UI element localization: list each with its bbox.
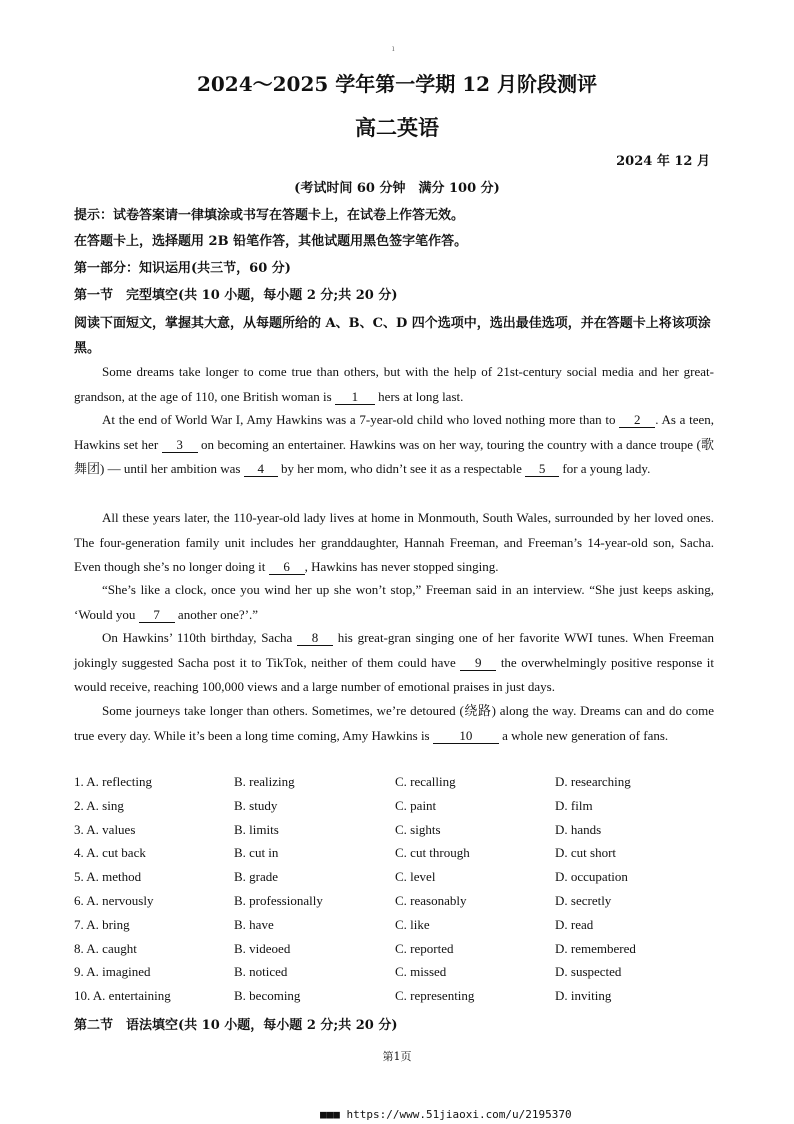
blank-9: 9 <box>460 655 496 671</box>
blank-1: 1 <box>335 389 375 405</box>
option-q8-a: 8. A. caught <box>74 940 137 956</box>
tip-1: 提示：试卷答案请一律填涂或书写在答题卡上，在试卷上作答无效。 <box>74 208 465 223</box>
paragraph-2: At the end of World War I, Amy Hawkins was a 7-year-old child who loved nothing more than to 2 . As a teen, Hawkins set her 3 on becoming an entertainer. Hawkins was on her way, touring the country with a dance troupe (歌舞团) — until her ambition was 4 by her mom, who didn’t see it as a respectable 5 for a young lady. <box>74 412 714 476</box>
option-q4-d: D. cut short <box>555 845 617 861</box>
option-q6-d: D. secretly <box>555 893 612 908</box>
option-q3-d: D. hands <box>555 821 602 837</box>
option-q4-a: 4. A. cut back <box>74 845 146 861</box>
exam-title: 2024～2025 学年第一学期 12 月阶段测评 <box>196 72 598 96</box>
option-q7-c: C. like <box>395 916 430 932</box>
option-q10-c: C. representing <box>395 988 475 1004</box>
exam-date: 2024 年 12 月 <box>616 154 710 169</box>
option-q5-d: D. occupation <box>555 869 628 885</box>
exam-info: (考试时间 60 分钟 满分 100 分) <box>294 181 500 196</box>
option-q1-a: 1. A. reflecting <box>74 774 152 789</box>
subject-title: 高二英语 <box>355 115 439 140</box>
paragraph-4: “She’s like a clock, once you wind her up she won’t stop,” Freeman said in an interview. “She just keeps asking, ‘Would you 7 another one?’.” <box>74 582 714 622</box>
option-q5-b: B. grade <box>234 869 279 885</box>
option-q9-c: C. missed <box>395 964 447 980</box>
option-q4-b: B. cut in <box>234 845 279 861</box>
page-number: 第1页 <box>382 1050 412 1063</box>
option-q6-a: 6. A. nervously <box>74 893 154 908</box>
option-q6-c: C. reasonably <box>395 893 467 908</box>
part-1-heading: 第一部分：知识运用(共三节，60 分) <box>74 261 291 276</box>
paragraph-5: On Hawkins’ 110th birthday, Sacha 8 his great-gran singing one of her favorite WWI tunes. When Freeman jokingly suggested Sacha post it to TikTok, neither of them could have 9 the overwhelmingly positive response it would receive, reaching 100,000 views and a large number of emotional praises in just days. <box>74 630 714 694</box>
option-q1-b: B. realizing <box>234 774 295 789</box>
blank-2: 2 <box>619 412 655 428</box>
instructions: 阅读下面短文，掌握其大意，从每题所给的 A、B、C、D 四个选项中，选出最佳选项，并在答题卡上将该项涂黑。 <box>74 316 711 356</box>
tip-2: 在答题卡上，选择题用 2B 铅笔作答，其他试题用黑色签字笔作答。 <box>74 234 468 249</box>
option-q10-a: 10. A. entertaining <box>74 988 171 1004</box>
option-q7-d: D. read <box>555 916 594 932</box>
option-q5-c: C. level <box>395 869 436 885</box>
option-q6-b: B. professionally <box>234 893 323 908</box>
option-q2-b: B. study <box>234 797 278 813</box>
option-q8-c: C. reported <box>395 940 454 956</box>
option-q2-d: D. film <box>555 797 593 813</box>
option-q1-c: C. recalling <box>395 774 456 789</box>
option-q4-c: C. cut through <box>395 845 470 861</box>
option-q3-b: B. limits <box>234 821 279 837</box>
blank-5: 5 <box>525 461 559 477</box>
option-q8-d: D. remembered <box>555 940 636 956</box>
blank-3: 3 <box>162 437 198 453</box>
option-q10-d: D. inviting <box>555 988 612 1004</box>
blank-7: 7 <box>139 607 175 623</box>
option-q2-c: C. paint <box>395 797 437 813</box>
paragraph-6: Some journeys take longer than others. Sometimes, we’re detoured (绕路) along the way. Dreams can and do come true every day. While it’s been a long time coming, Amy Hawkins is 10 a whole new generation of fans. <box>74 703 714 743</box>
option-q2-a: 2. A. sing <box>74 797 124 813</box>
blank-6: 6 <box>269 559 305 575</box>
option-q3-a: 3. A. values <box>74 821 136 837</box>
blank-10: 10 <box>433 728 499 744</box>
blank-4: 4 <box>244 461 278 477</box>
option-q9-b: B. noticed <box>234 964 288 980</box>
option-q10-b: B. becoming <box>234 988 301 1004</box>
option-q3-c: C. sights <box>395 821 441 837</box>
section-1-heading: 第一节 完型填空(共 10 小题，每小题 2 分;共 20 分) <box>74 288 398 303</box>
source-url: ■■■ https://www.51jiaoxi.com/u/2195370 <box>320 1108 572 1121</box>
option-q7-a: 7. A. bring <box>74 916 130 932</box>
option-q9-d: D. suspected <box>555 964 622 980</box>
option-q8-b: B. videoed <box>234 940 291 956</box>
section-2-heading: 第二节 语法填空(共 10 小题，每小题 2 分;共 20 分) <box>74 1018 398 1033</box>
paragraph-1: Some dreams take longer to come true than others, but with the help of 21st-century social media and her great-grandson, at the age of 110, one British woman is 1 hers at long last. <box>74 364 714 404</box>
header-mark: ı <box>392 44 395 53</box>
option-q9-a: 9. A. imagined <box>74 964 151 980</box>
option-q7-b: B. have <box>234 916 274 932</box>
paragraph-3: All these years later, the 110-year-old lady lives at home in Monmouth, South Wales, surrounded by her loved ones. The four-generation family unit includes her granddaughter, Hannah Freeman, and Freeman’s 14-year-old son, Sacha. Even though she’s no longer doing it 6 , Hawkins has never stopped singing. <box>74 510 714 574</box>
option-q1-d: D. researching <box>555 774 631 789</box>
option-q5-a: 5. A. method <box>74 869 142 885</box>
blank-8: 8 <box>297 630 333 646</box>
